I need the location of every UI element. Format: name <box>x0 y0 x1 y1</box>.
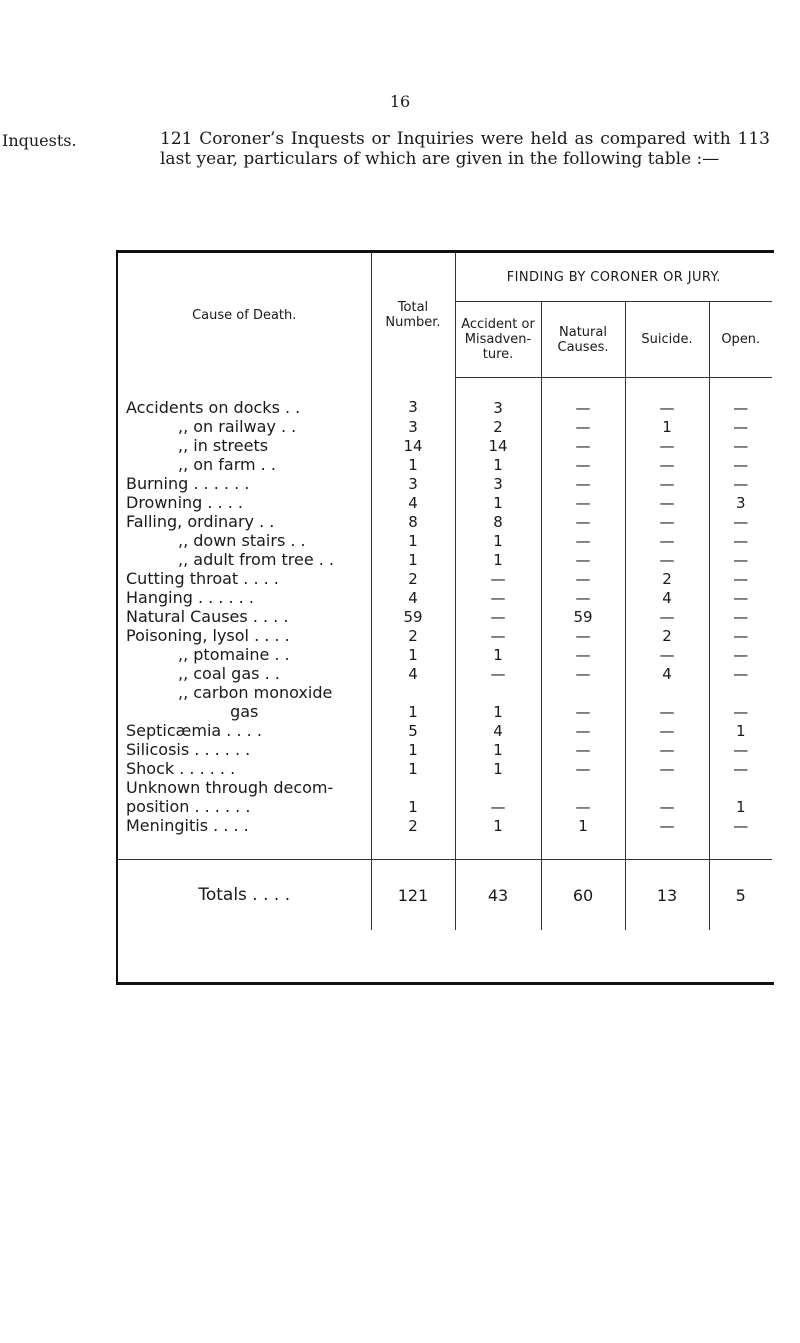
table-row <box>118 664 772 683</box>
cause-cell: Unknown through decom- <box>118 778 371 797</box>
suicide-cell: — <box>625 455 709 474</box>
totals-row <box>118 860 772 931</box>
table-row <box>118 759 772 778</box>
suicide-cell: — <box>625 607 709 626</box>
header-finding: FINDING BY CORONER OR JURY. <box>455 253 772 302</box>
suicide-cell: — <box>625 493 709 512</box>
total-cell: 14 <box>371 436 455 455</box>
total-cell: 1 <box>371 550 455 569</box>
accident-cell: 1 <box>455 531 541 550</box>
total-cell: 1 <box>371 531 455 550</box>
cause-cell: Drowning . . . . <box>118 493 371 512</box>
natural-cell: 1 <box>541 816 625 835</box>
suicide-cell: 1 <box>625 417 709 436</box>
table-row <box>118 378 772 418</box>
table-row <box>118 455 772 474</box>
suicide-cell: 2 <box>625 626 709 645</box>
suicide-cell: — <box>625 740 709 759</box>
open-cell: — <box>733 740 749 759</box>
inquest-table-frame <box>116 250 774 985</box>
total-cell: 3 <box>371 378 455 418</box>
page-number: 16 <box>389 92 411 111</box>
accident-cell: 14 <box>455 436 541 455</box>
accident-cell: — <box>455 797 541 816</box>
open-cell <box>709 683 772 702</box>
total-cell: 1 <box>371 702 455 721</box>
natural-cell: — <box>541 721 625 740</box>
table-row <box>118 778 772 797</box>
cause-cell: Accidents on docks . . <box>118 378 371 418</box>
open-cell: — <box>733 645 749 664</box>
totals-total: 121 <box>371 860 455 931</box>
open-cell: — <box>733 512 749 531</box>
header-natural: Natural Causes. <box>541 302 625 378</box>
accident-cell: — <box>455 569 541 588</box>
natural-cell: — <box>541 569 625 588</box>
table-row <box>118 740 772 759</box>
suicide-cell: — <box>625 531 709 550</box>
cause-cell: ,, on farm . . <box>118 455 371 474</box>
accident-cell: 4 <box>455 721 541 740</box>
table-row <box>118 493 772 512</box>
table-row <box>118 550 772 569</box>
totals-natural: 60 <box>541 860 625 931</box>
spacer-cell <box>371 835 455 860</box>
accident-cell <box>455 778 541 797</box>
spacer-cell <box>709 835 772 860</box>
accident-cell: 8 <box>455 512 541 531</box>
suicide-cell: — <box>625 512 709 531</box>
cause-cell: ,, ptomaine . . <box>118 645 371 664</box>
table-row <box>118 512 772 531</box>
accident-cell: 1 <box>455 740 541 759</box>
cause-cell: Poisoning, lysol . . . . <box>118 626 371 645</box>
cause-cell: ,, in streets <box>118 436 371 455</box>
table-row <box>118 588 772 607</box>
cause-cell: ,, carbon monoxide <box>118 683 371 702</box>
suicide-cell: — <box>625 550 709 569</box>
natural-cell: — <box>541 664 625 683</box>
table-row <box>118 569 772 588</box>
open-cell: — <box>733 607 749 626</box>
natural-cell: — <box>541 797 625 816</box>
spacer-cell <box>455 835 541 860</box>
cause-cell: ,, coal gas . . <box>118 664 371 683</box>
total-cell: 1 <box>371 455 455 474</box>
natural-cell <box>541 683 625 702</box>
natural-cell <box>541 778 625 797</box>
suicide-cell: 4 <box>625 588 709 607</box>
open-cell: — <box>733 816 749 835</box>
cause-cell: ,, adult from tree . . <box>118 550 371 569</box>
totals-suicide: 13 <box>625 860 709 931</box>
accident-cell: — <box>455 588 541 607</box>
table-row <box>118 645 772 664</box>
table-row <box>118 531 772 550</box>
total-cell: 8 <box>371 512 455 531</box>
total-cell: 2 <box>371 816 455 835</box>
open-cell: — <box>733 626 749 645</box>
open-cell: — <box>733 436 749 455</box>
cause-cell: gas <box>118 702 371 721</box>
side-heading: Inquests. <box>2 131 77 150</box>
accident-cell: 1 <box>455 493 541 512</box>
header-suicide: Suicide. <box>625 302 709 378</box>
open-cell: — <box>733 398 749 417</box>
accident-cell: 3 <box>455 378 541 418</box>
cause-cell: Burning . . . . . . <box>118 474 371 493</box>
suicide-cell: — <box>625 759 709 778</box>
total-cell <box>371 778 455 797</box>
natural-cell: — <box>541 759 625 778</box>
open-cell: — <box>733 531 749 550</box>
cause-cell: Cutting throat . . . . <box>118 569 371 588</box>
natural-cell: — <box>541 645 625 664</box>
table-row <box>118 474 772 493</box>
table-row <box>118 797 772 816</box>
total-cell: 4 <box>371 493 455 512</box>
totals-accident: 43 <box>455 860 541 931</box>
natural-cell: — <box>541 378 625 418</box>
cause-cell: Septicæmia . . . . <box>118 721 371 740</box>
totals-open: 5 <box>709 860 772 931</box>
cause-cell: Natural Causes . . . . <box>118 607 371 626</box>
total-cell: 1 <box>371 759 455 778</box>
suicide-cell: — <box>625 645 709 664</box>
table-row <box>118 626 772 645</box>
total-cell: 4 <box>371 664 455 683</box>
spacer-row <box>118 835 772 860</box>
total-cell: 1 <box>371 740 455 759</box>
inquest-table <box>118 253 772 930</box>
cause-cell: Hanging . . . . . . <box>118 588 371 607</box>
cause-cell: Silicosis . . . . . . <box>118 740 371 759</box>
natural-cell: — <box>541 512 625 531</box>
accident-cell: 1 <box>455 455 541 474</box>
totals-label: Totals . . . . <box>118 860 371 931</box>
intro-paragraph: 121 Coroner’s Inquests or Inquiries were held as compared with 113 last year, particulars of which are given in the following table :— <box>160 129 770 169</box>
open-cell: — <box>733 474 749 493</box>
open-cell: — <box>733 417 749 436</box>
total-cell: 3 <box>371 417 455 436</box>
natural-cell: — <box>541 474 625 493</box>
spacer-cell <box>541 835 625 860</box>
suicide-cell: 2 <box>625 569 709 588</box>
cause-cell: position . . . . . . <box>118 797 371 816</box>
total-cell: 4 <box>371 588 455 607</box>
open-cell <box>709 778 772 797</box>
suicide-cell: — <box>625 721 709 740</box>
accident-cell: 2 <box>455 417 541 436</box>
table-row <box>118 417 772 436</box>
natural-cell: — <box>541 550 625 569</box>
accident-cell: 1 <box>455 645 541 664</box>
cause-cell: Shock . . . . . . <box>118 759 371 778</box>
cause-cell: Meningitis . . . . <box>118 816 371 835</box>
total-cell <box>371 683 455 702</box>
open-cell: — <box>733 588 749 607</box>
open-cell: — <box>733 455 749 474</box>
suicide-cell: — <box>625 702 709 721</box>
accident-cell: 1 <box>455 702 541 721</box>
suicide-cell: — <box>625 816 709 835</box>
table-row <box>118 607 772 626</box>
open-cell: — <box>733 569 749 588</box>
accident-cell: — <box>455 664 541 683</box>
natural-cell: — <box>541 740 625 759</box>
header-total: Total Number. <box>371 253 455 378</box>
cause-cell: ,, on railway . . <box>118 417 371 436</box>
total-cell: 59 <box>371 607 455 626</box>
total-cell: 5 <box>371 721 455 740</box>
open-cell: 3 <box>735 493 746 512</box>
natural-cell: — <box>541 588 625 607</box>
cause-cell: ,, down stairs . . <box>118 531 371 550</box>
total-cell: 2 <box>371 626 455 645</box>
accident-cell: 3 <box>455 474 541 493</box>
open-cell: — <box>733 759 749 778</box>
table-row <box>118 436 772 455</box>
natural-cell: — <box>541 702 625 721</box>
spacer-cell <box>625 835 709 860</box>
header-accident: Accident or Misadven- ture. <box>455 302 541 378</box>
natural-cell: — <box>541 531 625 550</box>
table-row <box>118 683 772 702</box>
natural-cell: — <box>541 436 625 455</box>
suicide-cell <box>625 683 709 702</box>
accident-cell: 1 <box>455 550 541 569</box>
open-cell: — <box>733 550 749 569</box>
suicide-cell <box>625 778 709 797</box>
accident-cell: 1 <box>455 759 541 778</box>
accident-cell: 1 <box>455 816 541 835</box>
total-cell: 3 <box>371 474 455 493</box>
table-row <box>118 816 772 835</box>
suicide-cell: — <box>625 436 709 455</box>
cause-cell: Falling, ordinary . . <box>118 512 371 531</box>
natural-cell: 59 <box>541 607 625 626</box>
total-cell: 1 <box>371 645 455 664</box>
table-body <box>118 378 772 931</box>
total-cell: 1 <box>371 797 455 816</box>
open-cell: — <box>733 664 749 683</box>
natural-cell: — <box>541 455 625 474</box>
suicide-cell: — <box>625 797 709 816</box>
natural-cell: — <box>541 626 625 645</box>
suicide-cell: — <box>625 474 709 493</box>
header-open: Open. <box>709 302 772 378</box>
open-cell: — <box>733 702 749 721</box>
header-cause: Cause of Death. <box>118 253 371 378</box>
accident-cell: — <box>455 607 541 626</box>
spacer-cell <box>118 835 371 860</box>
natural-cell: — <box>541 417 625 436</box>
open-cell: 1 <box>735 797 746 816</box>
accident-cell: — <box>455 626 541 645</box>
suicide-cell: 4 <box>625 664 709 683</box>
total-cell: 2 <box>371 569 455 588</box>
natural-cell: — <box>541 493 625 512</box>
table-row <box>118 721 772 740</box>
suicide-cell: — <box>625 378 709 418</box>
accident-cell <box>455 683 541 702</box>
table-row <box>118 702 772 721</box>
open-cell: 1 <box>735 721 746 740</box>
